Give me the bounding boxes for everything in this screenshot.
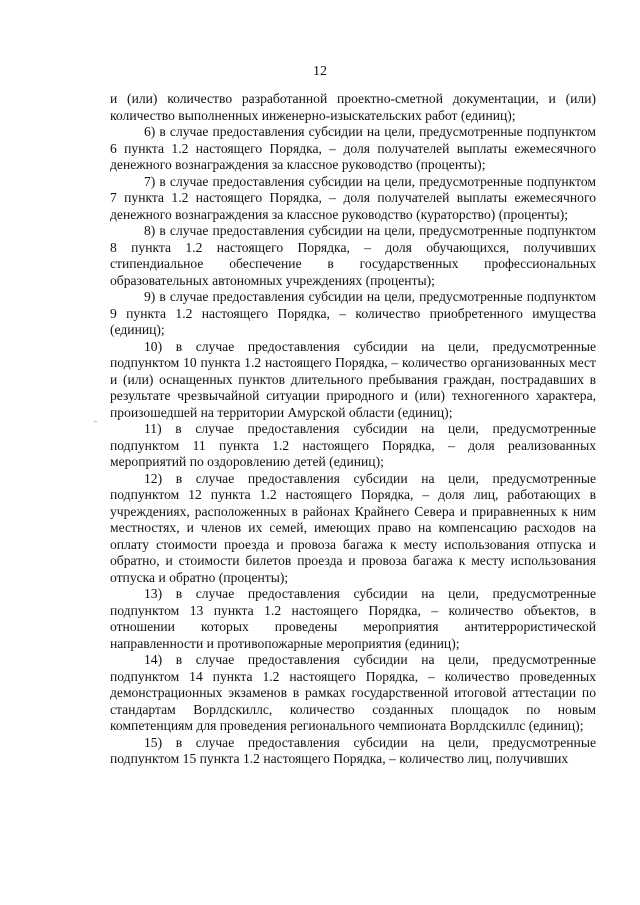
scan-artifact bbox=[94, 421, 97, 422]
paragraph-item-15: 15) в случае предоставления субсидии на цели, предусмотренные подпунктом 15 пункта 1.2 настоящего Порядка, – количество лиц, получивших bbox=[110, 734, 596, 766]
paragraph-item-13: 13) в случае предоставления субсидии на цели, предусмотренные подпунктом 13 пункта 1.2 настоящего Порядка, – количество объектов, в отношении которых проведены мероприятия антитеррористической направленности и противопожарные мероприятия (единиц); bbox=[110, 586, 596, 651]
paragraph-item-10: 10) в случае предоставления субсидии на цели, предусмотренные подпунктом 10 пункта 1.2 настоящего Порядка, – количество организованных мест и (или) оснащенных пунктов длительного пребывания граждан, пострадавших в результате чрезвычайной ситуации природного и (или) техногенного характера, произошедшей на территории Амурской области (единиц); bbox=[110, 338, 596, 420]
paragraph-item-11: 11) в случае предоставления субсидии на цели, предусмотренные подпунктом 11 пункта 1.2 настоящего Порядка, – доля реализованных мероприятий по оздоровлению детей (единиц); bbox=[110, 421, 596, 469]
page-number: 12 bbox=[313, 64, 327, 79]
paragraph-item-6: 6) в случае предоставления субсидии на цели, предусмотренные подпунктом 6 пункта 1.2 настоящего Порядка, – доля получателей выплаты ежемесячного денежного вознаграждения за классное руководство (проценты); bbox=[110, 124, 596, 172]
paragraph-item-7: 7) в случае предоставления субсидии на цели, предусмотренные подпунктом 7 пункта 1.2 настоящего Порядка, – доля получателей выплаты ежемесячного денежного вознаграждения за классное руководство (кураторство) (проценты); bbox=[110, 173, 596, 222]
paragraph-item-8: 8) в случае предоставления субсидии на цели, предусмотренные подпунктом 8 пункта 1.2 настоящего Порядка, – доля обучающихся, получивших стипендиальное обеспечение в государственных профессиональных образовательных автономных учреждениях (проценты); bbox=[110, 223, 596, 288]
paragraph-item-9: 9) в случае предоставления субсидии на цели, предусмотренные подпунктом 9 пункта 1.2 настоящего Порядка, – количество приобретенного имущества (единиц); bbox=[110, 289, 596, 337]
paragraph-continuation: и (или) количество разработанной проектно-сметной документации, и (или) количество выполненных инженерно-изыскательских работ (единиц); bbox=[110, 91, 596, 123]
paragraph-item-12: 12) в случае предоставления субсидии на цели, предусмотренные подпунктом 12 пункта 1.2 настоящего Порядка, – доля лиц, работающих в учреждениях, расположенных в районах Крайнего Севера и приравненных к ним местностях, и членов их семей, имеющих право на компенсацию расходов на оплату стоимости проезда и провоза багажа к месту использования отпуска и обратно, и стоимости билетов проезда и провоза багажа к месту использования отпуска и обратно (проценты); bbox=[110, 470, 596, 585]
document-body bbox=[110, 91, 596, 768]
paragraph-item-14: 14) в случае предоставления субсидии на цели, предусмотренные подпунктом 14 пункта 1.2 настоящего Порядка, – количество проведенных демонстрационных экзаменов в рамках государственной итоговой аттестации по стандартам Ворлдскиллс, количество созданных площадок по новым компетенциям для проведения регионального чемпионата Ворлдскиллс (единиц); bbox=[110, 652, 596, 733]
